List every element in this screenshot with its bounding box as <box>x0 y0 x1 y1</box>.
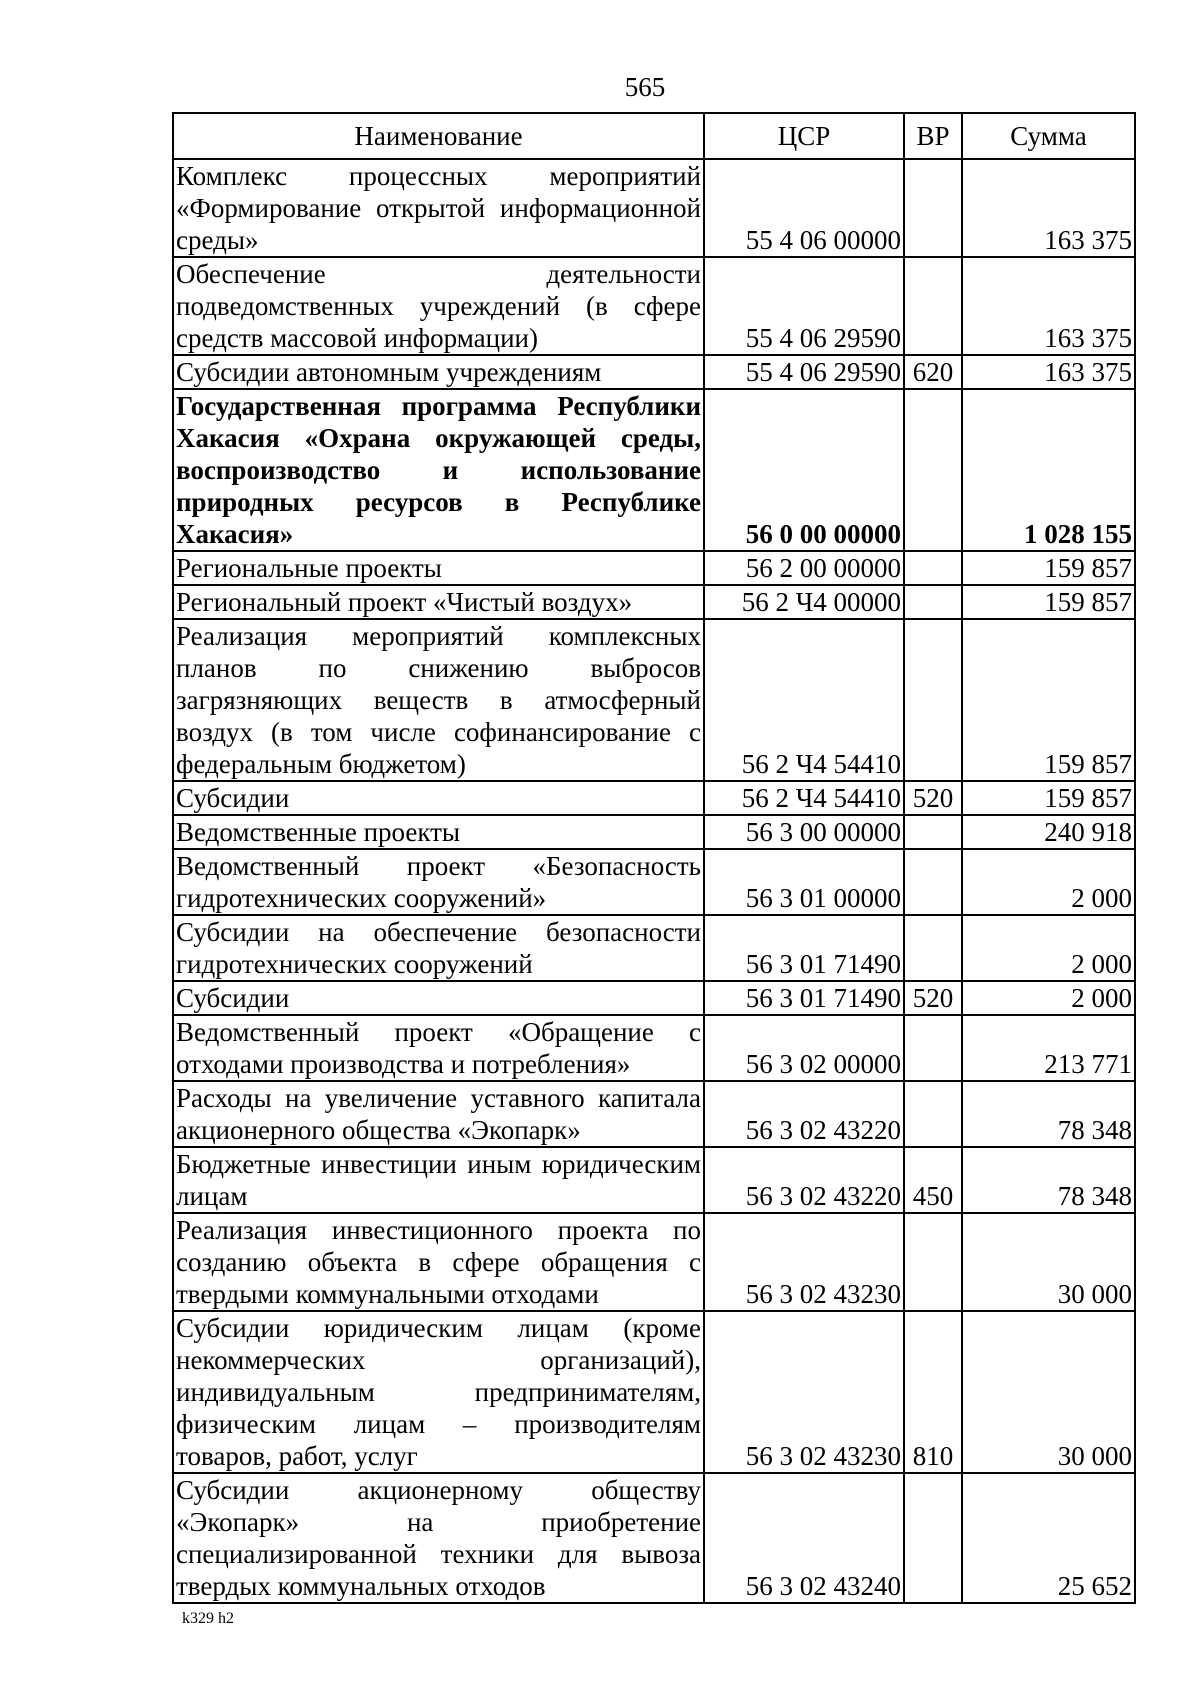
cell-vr <box>904 1213 962 1311</box>
cell-vr <box>904 1081 962 1147</box>
cell-csr: 56 2 Ч4 54410 <box>704 619 904 781</box>
cell-csr: 56 2 Ч4 00000 <box>704 585 904 619</box>
footer-code: k329 h2 <box>182 1610 234 1627</box>
cell-vr: 810 <box>904 1311 962 1473</box>
cell-name: Ведомственные проекты <box>173 815 704 849</box>
cell-csr: 56 3 02 43220 <box>704 1147 904 1213</box>
table-row <box>173 1081 1135 1147</box>
cell-name: Ведомственный проект «Обращение с отходами производства и потребления» <box>173 1015 704 1081</box>
cell-vr <box>904 585 962 619</box>
cell-sum: 1 028 155 <box>962 389 1135 551</box>
table-row <box>173 389 1135 551</box>
cell-sum: 159 857 <box>962 781 1135 815</box>
cell-vr <box>904 915 962 981</box>
cell-name: Реализация инвестиционного проекта по созданию объекта в сфере обращения с твердыми коммунальными отходами <box>173 1213 704 1311</box>
cell-csr: 55 4 06 29590 <box>704 355 904 389</box>
cell-vr <box>904 389 962 551</box>
cell-name: Комплекс процессных мероприятий «Формирование открытой информационной среды» <box>173 159 704 257</box>
cell-csr: 56 3 02 00000 <box>704 1015 904 1081</box>
table-row <box>173 915 1135 981</box>
cell-vr: 520 <box>904 781 962 815</box>
cell-vr: 450 <box>904 1147 962 1213</box>
header-csr: ЦСР <box>704 113 904 159</box>
cell-sum: 240 918 <box>962 815 1135 849</box>
cell-csr: 56 3 00 00000 <box>704 815 904 849</box>
cell-vr <box>904 551 962 585</box>
table-row <box>173 1473 1135 1603</box>
table-row <box>173 815 1135 849</box>
budget-table <box>172 112 1136 1604</box>
table-row <box>173 257 1135 355</box>
cell-csr: 55 4 06 00000 <box>704 159 904 257</box>
table-row <box>173 551 1135 585</box>
cell-name: Субсидии акционерному обществу «Экопарк» на приобретение специализированной техники для вывоза твердых коммунальных отходов <box>173 1473 704 1603</box>
cell-name: Субсидии <box>173 981 704 1015</box>
cell-csr: 56 2 00 00000 <box>704 551 904 585</box>
cell-name: Государственная программа Республики Хакасия «Охрана окружающей среды, воспроизводство и использование природных ресурсов в Республике Хакасия» <box>173 389 704 551</box>
cell-sum: 78 348 <box>962 1147 1135 1213</box>
cell-sum: 159 857 <box>962 551 1135 585</box>
cell-name: Обеспечение деятельности подведомственных учреждений (в сфере средств массовой информации) <box>173 257 704 355</box>
cell-sum: 78 348 <box>962 1081 1135 1147</box>
cell-vr <box>904 849 962 915</box>
cell-sum: 2 000 <box>962 915 1135 981</box>
cell-csr: 56 3 02 43230 <box>704 1213 904 1311</box>
cell-name: Реализация мероприятий комплексных планов по снижению выбросов загрязняющих веществ в атмосферный воздух (в том числе софинансирование с федеральным бюджетом) <box>173 619 704 781</box>
cell-csr: 56 3 02 43230 <box>704 1311 904 1473</box>
cell-csr: 56 3 02 43220 <box>704 1081 904 1147</box>
table-row <box>173 1147 1135 1213</box>
cell-name: Расходы на увеличение уставного капитала акционерного общества «Экопарк» <box>173 1081 704 1147</box>
cell-name: Ведомственный проект «Безопасность гидротехнических сооружений» <box>173 849 704 915</box>
cell-csr: 55 4 06 29590 <box>704 257 904 355</box>
table-row <box>173 849 1135 915</box>
header-sum: Сумма <box>962 113 1135 159</box>
page-number: 565 <box>624 72 666 102</box>
cell-csr: 56 3 01 00000 <box>704 849 904 915</box>
cell-sum: 2 000 <box>962 849 1135 915</box>
cell-sum: 163 375 <box>962 257 1135 355</box>
cell-vr: 520 <box>904 981 962 1015</box>
cell-sum: 30 000 <box>962 1213 1135 1311</box>
cell-csr: 56 0 00 00000 <box>704 389 904 551</box>
cell-name: Субсидии юридическим лицам (кроме некоммерческих организаций), индивидуальным предпринимателям, физическим лицам – производителям товаров, работ, услуг <box>173 1311 704 1473</box>
table-row <box>173 981 1135 1015</box>
cell-sum: 159 857 <box>962 619 1135 781</box>
cell-csr: 56 2 Ч4 54410 <box>704 781 904 815</box>
cell-vr <box>904 1015 962 1081</box>
cell-vr <box>904 619 962 781</box>
cell-vr <box>904 257 962 355</box>
table-row <box>173 1311 1135 1473</box>
table-row <box>173 355 1135 389</box>
cell-csr: 56 3 01 71490 <box>704 981 904 1015</box>
header-vr: ВР <box>904 113 962 159</box>
table-row <box>173 159 1135 257</box>
cell-sum: 159 857 <box>962 585 1135 619</box>
cell-csr: 56 3 01 71490 <box>704 915 904 981</box>
cell-sum: 213 771 <box>962 1015 1135 1081</box>
table-row <box>173 1015 1135 1081</box>
cell-sum: 163 375 <box>962 355 1135 389</box>
cell-name: Субсидии <box>173 781 704 815</box>
cell-name: Региональные проекты <box>173 551 704 585</box>
table-row <box>173 781 1135 815</box>
cell-csr: 56 3 02 43240 <box>704 1473 904 1603</box>
cell-sum: 30 000 <box>962 1311 1135 1473</box>
cell-sum: 163 375 <box>962 159 1135 257</box>
cell-vr <box>904 159 962 257</box>
header-name: Наименование <box>173 113 704 159</box>
cell-name: Субсидии на обеспечение безопасности гидротехнических сооружений <box>173 915 704 981</box>
cell-vr: 620 <box>904 355 962 389</box>
cell-vr <box>904 1473 962 1603</box>
table-row <box>173 1213 1135 1311</box>
table-row <box>173 619 1135 781</box>
table-header-row <box>173 113 1135 159</box>
cell-vr <box>904 815 962 849</box>
cell-name: Бюджетные инвестиции иным юридическим лицам <box>173 1147 704 1213</box>
cell-name: Субсидии автономным учреждениям <box>173 355 704 389</box>
table-row <box>173 585 1135 619</box>
cell-sum: 2 000 <box>962 981 1135 1015</box>
table-body <box>173 159 1135 1603</box>
cell-name: Региональный проект «Чистый воздух» <box>173 585 704 619</box>
cell-sum: 25 652 <box>962 1473 1135 1603</box>
